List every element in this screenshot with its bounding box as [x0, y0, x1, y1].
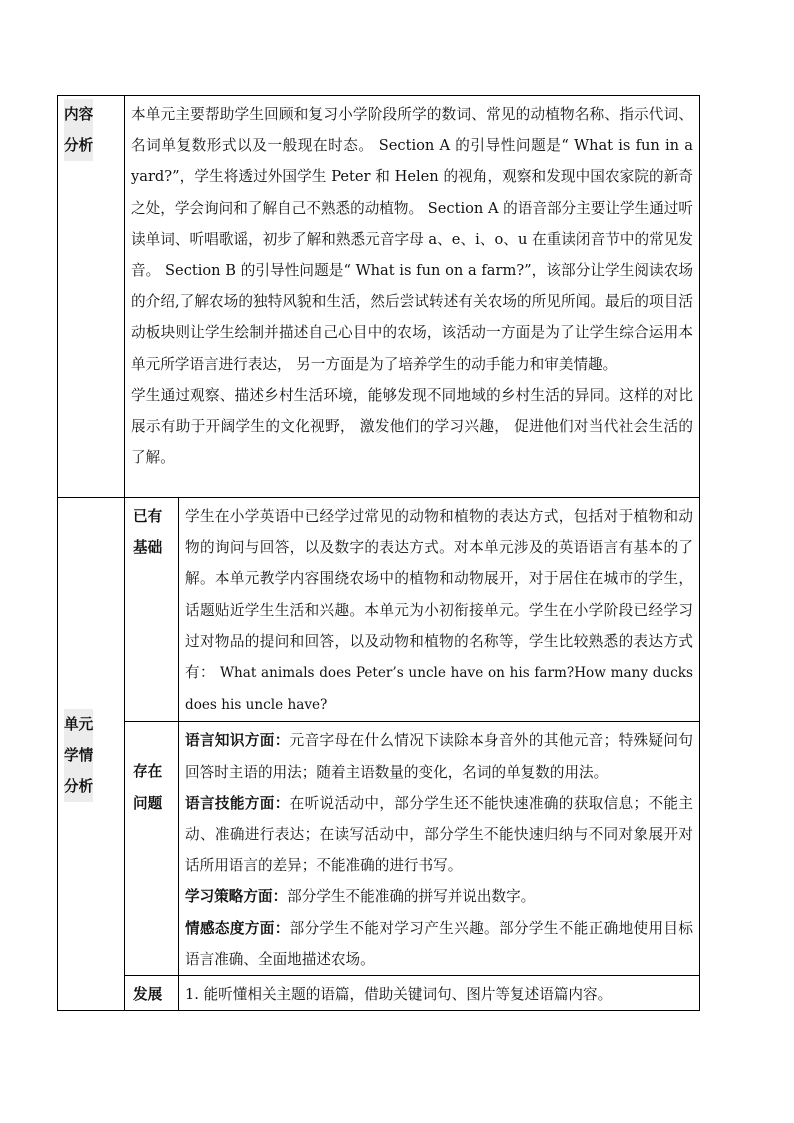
development-body: 1. 能听懂相关主题的语篇，借助关键词句、图片等复述语篇内容。 [179, 976, 700, 1011]
problem-item: 学习策略方面：部分学生不能准确的拼写并说出数字。 [185, 888, 536, 906]
existing-basis-examples: What animals does Peter’s uncle have on his farm?How many ducks does his uncle have? [185, 665, 693, 714]
problems-body [179, 722, 700, 976]
problem-item: 语言技能方面：在听说活动中，部分学生还不能快速准确的获取信息；不能主动、准确进行表达；在读写活动中，部分学生不能快速归纳与不同对象展开对话所用语言的差异；不能准确的进行书写。 [185, 794, 693, 875]
content-paragraph-2: 学生通过观察、描述乡村生活环境，能够发现不同地域的乡村生活的异同。这样的对比展示有助于开阔学生的文化视野， 激发他们的学习兴趣， 促进他们对当代社会生活的了解。 [131, 386, 693, 467]
learner-analysis-header: 单元 学情 分析 [58, 498, 125, 1011]
content-analysis-row [58, 96, 700, 498]
existing-basis-text: 学生在小学英语中已经学过常见的动物和植物的表达方式，包括对于植物和动物的询问与回答，以及数字的表达方式。对本单元涉及的英语语言有基本的了解。本单元教学内容围绕农场中的植物和动物展开，对于居住在城市的学生，话题贴近学生生活和兴趣。本单元为小初衔接单元。学生在小学阶段已经学习过对物品的提问和回答，以及动物和植物的名称等，学生比较熟悉的表达方式有： [185, 508, 693, 682]
problem-item: 语言知识方面：元音字母在什么情况下读除本身音外的其他元音；特殊疑问句回答时主语的用法；随着主语数量的变化，名词的单复数的用法。 [185, 732, 693, 781]
content-analysis-header: 内容 分析 [58, 96, 125, 498]
analysis-table [57, 95, 700, 1011]
problem-item: 情感态度方面：部分学生不能对学习产生兴趣。部分学生不能正确地使用目标语言准确、全面地描述农场。 [185, 919, 693, 968]
content-analysis-body [125, 96, 700, 498]
content-paragraph-1: 本单元主要帮助学生回顾和复习小学阶段所学的数词、常见的动植物名称、指示代词、名词单复数形式以及一般现在时态。 Section A 的引导性问题是“ What is fun in a yard?”，学生将透过外国学生 Peter 和 Helen 的视角，观察和发现中国农家院的新奇之处，学会询问和了解自己不熟悉的动植物。 Section A 的语音部分主要让学生通过听读单词、听唱歌谣，初步了解和熟悉元音字母 a、e、i、o、u 在重读闭音节中的常见发音。 Section B 的引导性问题是“ What is fun on a farm?”，该部分让学生阅读农场的介绍,了解农场的独特风貌和生活，然后尝试转述有关农场的所见所闻。最后的项目活动板块则让学生绘制并描述自己心目中的农场，该活动一方面是为了让学生综合运用本单元所学语言进行表达， 另一方面是为了培养学生的动手能力和审美情趣。 [131, 106, 693, 373]
problems-row [58, 722, 700, 976]
existing-basis-body [179, 498, 700, 722]
problems-label: 存在 问题 [125, 722, 179, 976]
development-row [58, 976, 700, 1011]
development-label: 发展 [125, 976, 179, 1011]
existing-basis-row [58, 498, 700, 722]
existing-basis-label: 已有 基础 [125, 498, 179, 722]
